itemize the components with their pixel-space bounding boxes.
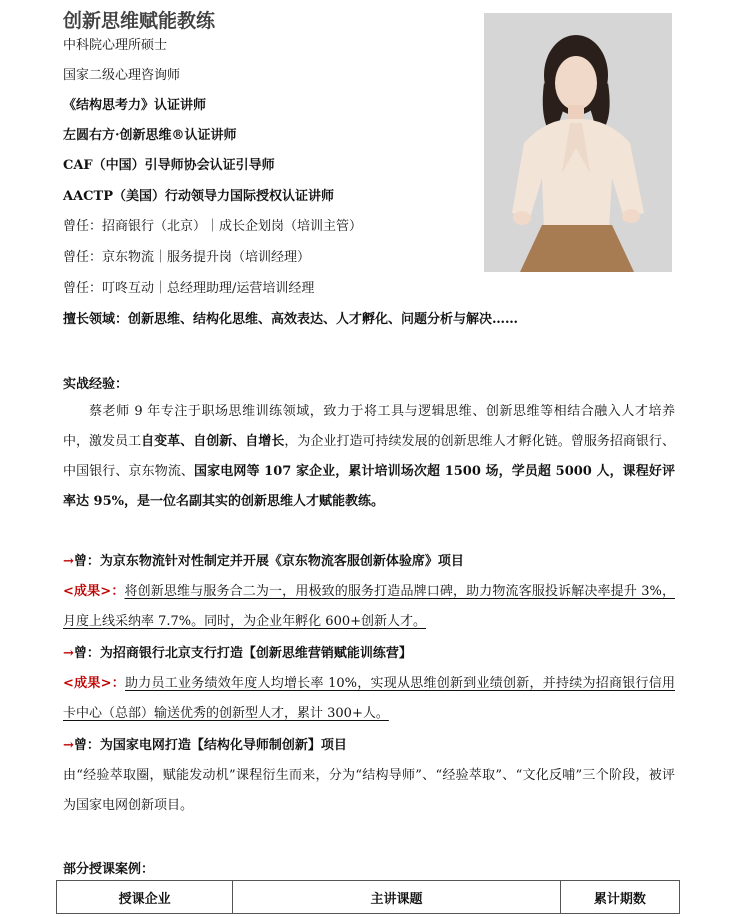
profile-line: 曾任：京东物流｜服务提升岗（培训经理） xyxy=(63,250,311,265)
profile-line: 中科院心理所硕士 xyxy=(63,38,168,53)
arrow-icon: → xyxy=(63,738,74,753)
experience-paragraph xyxy=(63,397,675,517)
profile-line: CAF（中国）引导师协会认证引导师 xyxy=(63,158,275,173)
result-label: <成果>： xyxy=(63,676,126,691)
profile-line: 《结构思考力》认证讲师 xyxy=(63,98,207,113)
case-heading xyxy=(63,731,675,761)
page-title: 创新思维赋能教练 xyxy=(63,10,216,32)
portrait-photo xyxy=(484,13,672,272)
portrait-illustration xyxy=(484,13,672,272)
result-text: 助力员工业务绩效年度人均增长率 10%，实现从思维创新到业绩创新，并持续为招商银行信用卡中心（总部）输送优秀的创新型人才，累计 300+人。 xyxy=(63,676,675,721)
profile-line: 擅长领域：创新思维、结构化思维、高效表达、人才孵化、问题分析与解决…… xyxy=(63,312,519,327)
experience-text: 蔡老师 9 年专注于职场思维训练领域，致力于将工具与逻辑思维、创新思维等相结合融入人才培养中，激发员工 xyxy=(63,404,675,449)
courses-table xyxy=(56,880,680,914)
case-result xyxy=(63,577,675,637)
profile-line: 国家二级心理咨询师 xyxy=(63,68,181,83)
table-header-cell: 授课企业 xyxy=(57,881,233,914)
experience-bold-text: 国家电网等 107 家企业，累计培训场次超 1500 场，学员超 5000 人，课程好评率达 95%，是一位名副其实的创新思维人才赋能教练。 xyxy=(63,464,675,509)
experience-bold-text: 自变革、自创新、自增长 xyxy=(141,434,285,449)
table-header-cell: 累计期数 xyxy=(560,881,679,914)
case-heading-text: 曾：为国家电网打造【结构化导师制创新】项目 xyxy=(73,738,347,753)
result-label: <成果>： xyxy=(63,584,125,599)
table-header-row xyxy=(57,881,680,914)
profile-line: 曾任：叮咚互动｜总经理助理/运营培训经理 xyxy=(63,281,315,296)
arrow-icon: → xyxy=(63,554,74,569)
result-text: 将创新思维与服务合二为一，用极致的服务打造品牌口碑，助力物流客服投诉解决率提升 3%，月度上线采纳率 7.7%。同时，为企业年孵化 600+创新人才。 xyxy=(63,584,675,629)
table-header-cell: 主讲课题 xyxy=(233,881,561,914)
profile-line: 左圆右方·创新思维®认证讲师 xyxy=(63,128,237,143)
case-heading-text: 曾：为招商银行北京支行打造【创新思维营销赋能训练营】 xyxy=(73,646,412,661)
case-heading xyxy=(63,547,675,577)
experience-heading: 实战经验： xyxy=(63,377,129,392)
case-description: 由“经验萃取圈，赋能发动机”课程衍生而来，分为“结构导师”、“经验萃取”、“文化反哺”三个阶段，被评为国家电网创新项目。 xyxy=(63,768,675,813)
courses-heading: 部分授课案例： xyxy=(63,862,155,877)
case-result xyxy=(63,669,675,729)
case-heading-text: 曾：为京东物流针对性制定并开展《京东物流客服创新体验席》项目 xyxy=(73,554,464,569)
profile-line: AACTP（美国）行动领导力国际授权认证讲师 xyxy=(63,189,334,204)
arrow-icon: → xyxy=(63,646,74,661)
profile-line: 曾任：招商银行（北京）｜成长企划岗（培训主管） xyxy=(63,219,363,234)
case-heading xyxy=(63,639,675,669)
experience-text: ，为企业打造可持续发展的创新思维人才孵化链。曾服务招商银行、中国银行、京东物流、 xyxy=(63,434,675,479)
